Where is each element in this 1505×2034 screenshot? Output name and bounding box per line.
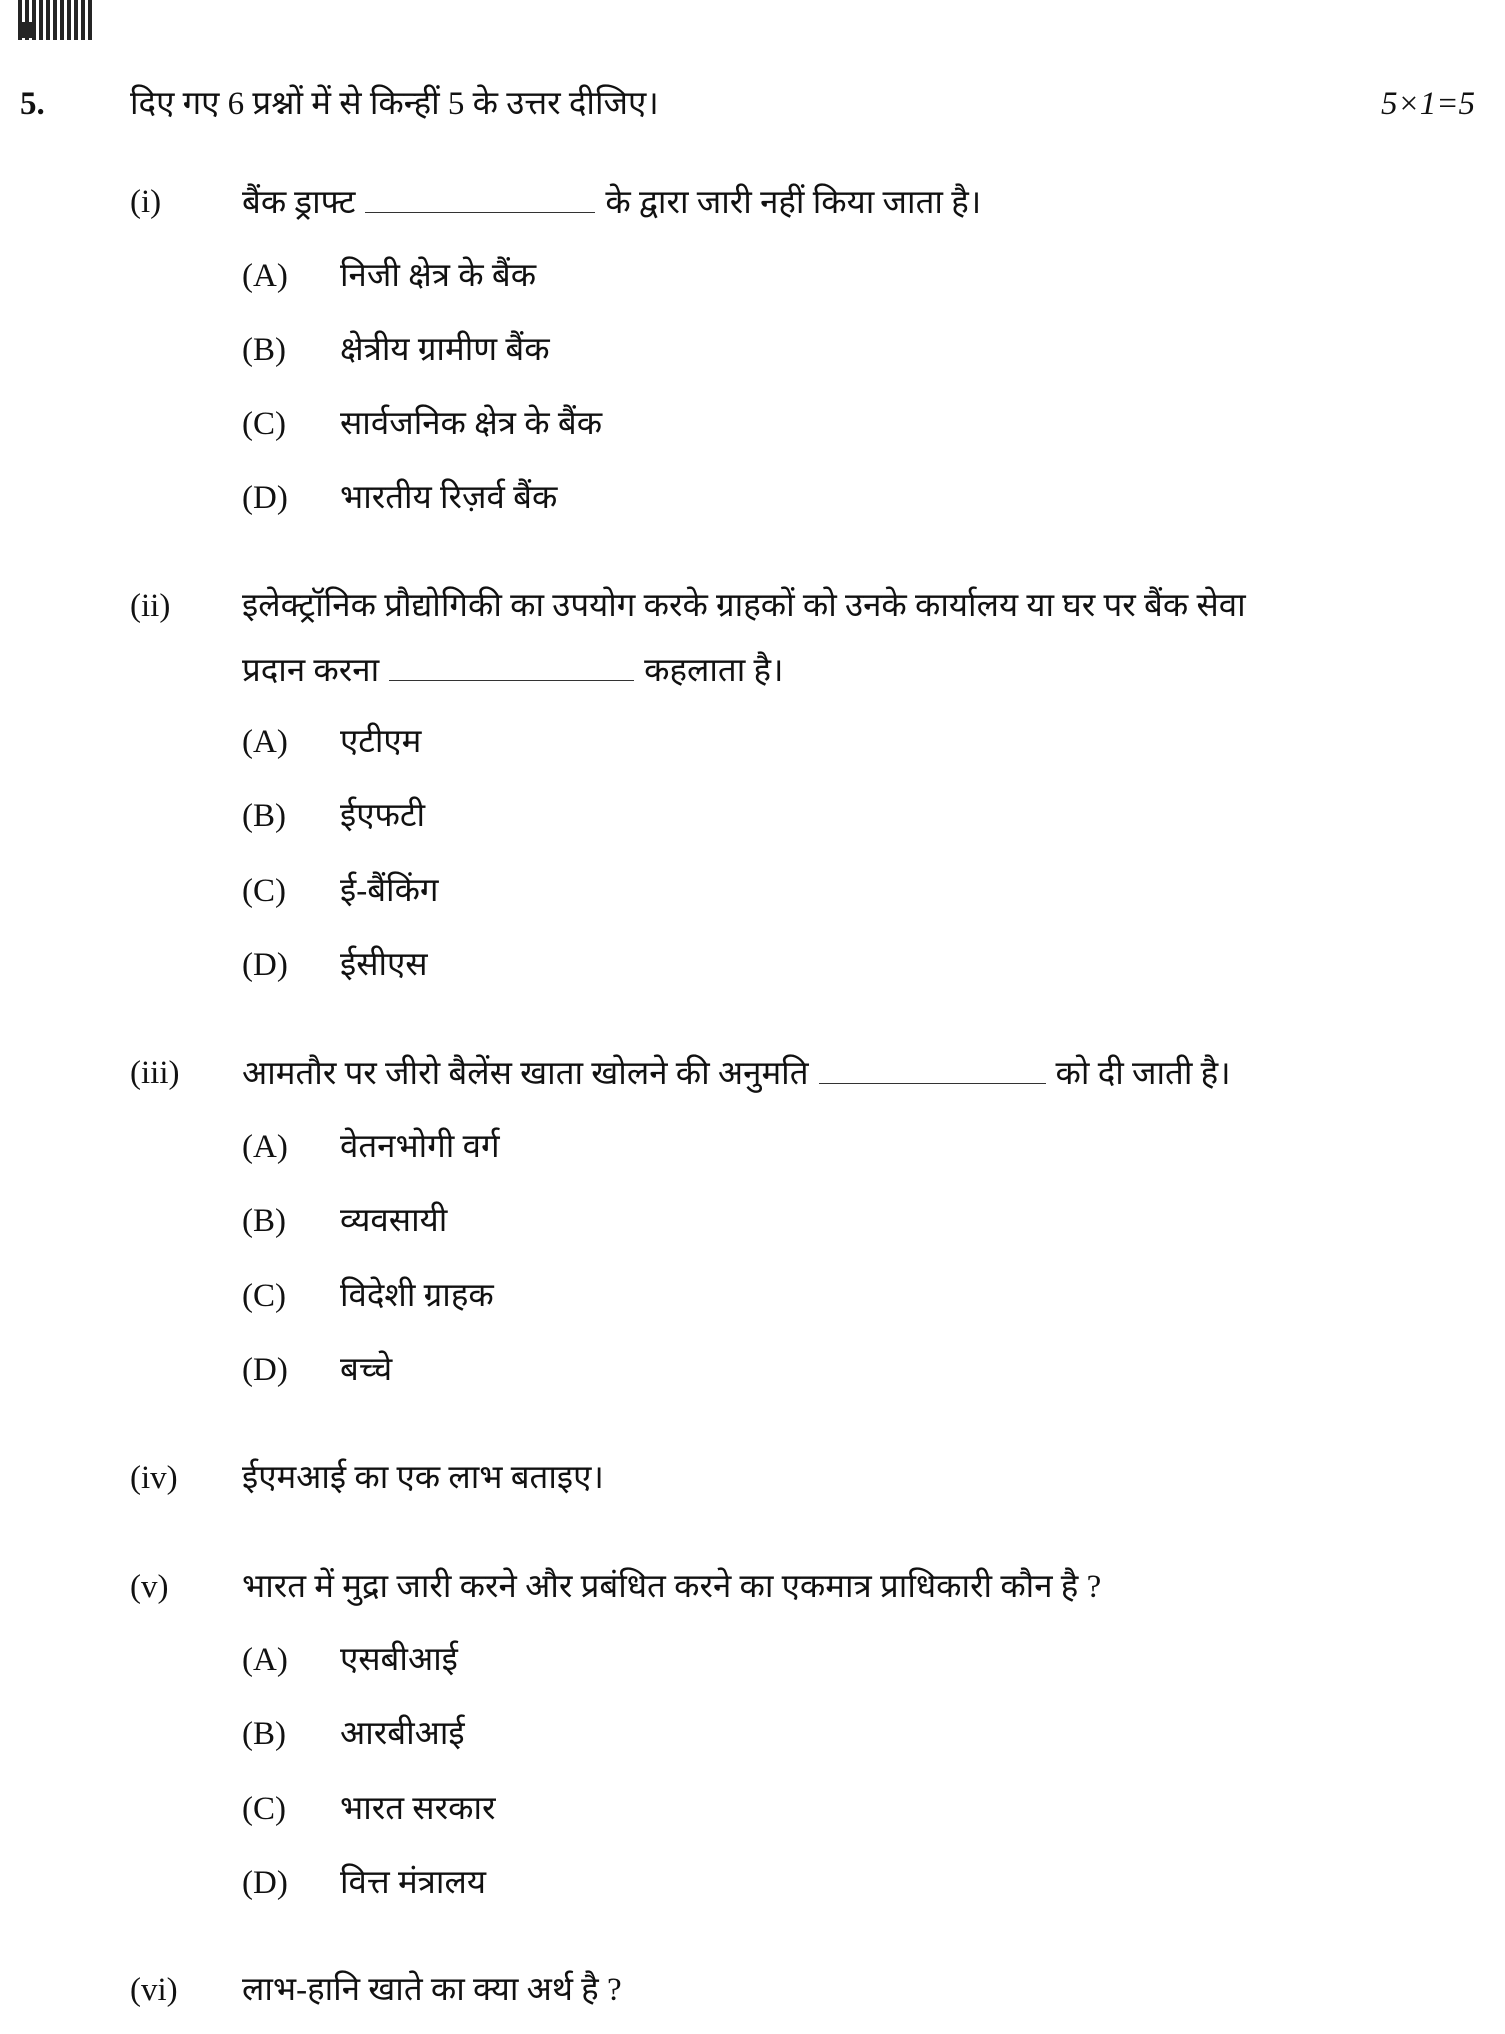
question-text-before: बैंक ड्राफ्ट (242, 185, 356, 221)
option-label: (D) (242, 1352, 288, 1388)
sub-question-label: (vi) (130, 1972, 178, 2008)
question-text-after: के द्वारा जारी नहीं किया जाता है। (605, 185, 982, 221)
sub-question-label: (iii) (130, 1055, 180, 1091)
option-label: (B) (242, 332, 286, 368)
option-text: आरबीआई (340, 1716, 465, 1752)
question-text-before: प्रदान करना (242, 653, 380, 689)
option-text: बच्चे (340, 1352, 393, 1388)
option-text: एटीएम (340, 724, 422, 760)
option-label: (B) (242, 1203, 286, 1239)
question-text-after: को दी जाती है। (1055, 1056, 1231, 1092)
option-text: भारतीय रिज़र्व बैंक (340, 480, 558, 516)
option-text: एसबीआई (340, 1642, 458, 1678)
option-label: (C) (242, 406, 286, 442)
option-label: (C) (242, 1791, 286, 1827)
option-text: व्यवसायी (340, 1203, 448, 1239)
sub-question-text (242, 1053, 1231, 1094)
option-label: (D) (242, 480, 288, 516)
answer-blank (389, 650, 634, 681)
option-label: (C) (242, 1278, 286, 1314)
sub-question-label: (iv) (130, 1460, 178, 1496)
option-label: (D) (242, 947, 288, 983)
option-label: (B) (242, 798, 286, 834)
instruction: दिए गए 6 प्रश्नों में से किन्हीं 5 के उत्तर दीजिए। (130, 86, 659, 122)
option-text: ईएफटी (340, 798, 426, 834)
option-label: (D) (242, 1865, 288, 1901)
option-label: (A) (242, 724, 288, 760)
question-text-before: आमतौर पर जीरो बैलेंस खाता खोलने की अनुमति (242, 1056, 809, 1092)
option-text: निजी क्षेत्र के बैंक (340, 258, 537, 294)
sub-question-text: भारत में मुद्रा जारी करने और प्रबंधित करने का एकमात्र प्राधिकारी कौन है ? (242, 1569, 1102, 1605)
sub-question-text: लाभ-हानि खाते का क्या अर्थ है ? (242, 1972, 622, 2008)
sub-question-text-line1: इलेक्ट्रॉनिक प्रौद्योगिकी का उपयोग करके ग्राहकों को उनके कार्यालय या घर पर बैंक सेवा (242, 588, 1246, 624)
option-label: (C) (242, 873, 286, 909)
answer-blank (365, 182, 595, 213)
option-text: सार्वजनिक क्षेत्र के बैंक (340, 406, 603, 442)
option-text: ई-बैंकिंग (340, 873, 439, 909)
option-label: (A) (242, 258, 288, 294)
option-text: वेतनभोगी वर्ग (340, 1129, 500, 1165)
option-text: वित्त मंत्रालय (340, 1865, 486, 1901)
marks: 5×1=5 (1380, 86, 1475, 122)
option-text: क्षेत्रीय ग्रामीण बैंक (340, 332, 550, 368)
question-number: 5. (20, 86, 45, 122)
sub-question-label: (v) (130, 1569, 169, 1605)
sub-question-text-line2 (242, 650, 784, 691)
option-text: ईसीएस (340, 947, 428, 983)
option-text: विदेशी ग्राहक (340, 1278, 494, 1314)
option-label: (B) (242, 1716, 286, 1752)
option-text: भारत सरकार (340, 1791, 496, 1827)
question-text-after: कहलाता है। (644, 653, 784, 689)
qr-code (18, 0, 92, 40)
sub-question-label: (ii) (130, 588, 171, 624)
answer-blank (819, 1053, 1046, 1084)
option-label: (A) (242, 1642, 288, 1678)
sub-question-text (242, 182, 981, 223)
sub-question-label: (i) (130, 184, 162, 220)
sub-question-text: ईएमआई का एक लाभ बताइए। (242, 1460, 604, 1496)
option-label: (A) (242, 1129, 288, 1165)
